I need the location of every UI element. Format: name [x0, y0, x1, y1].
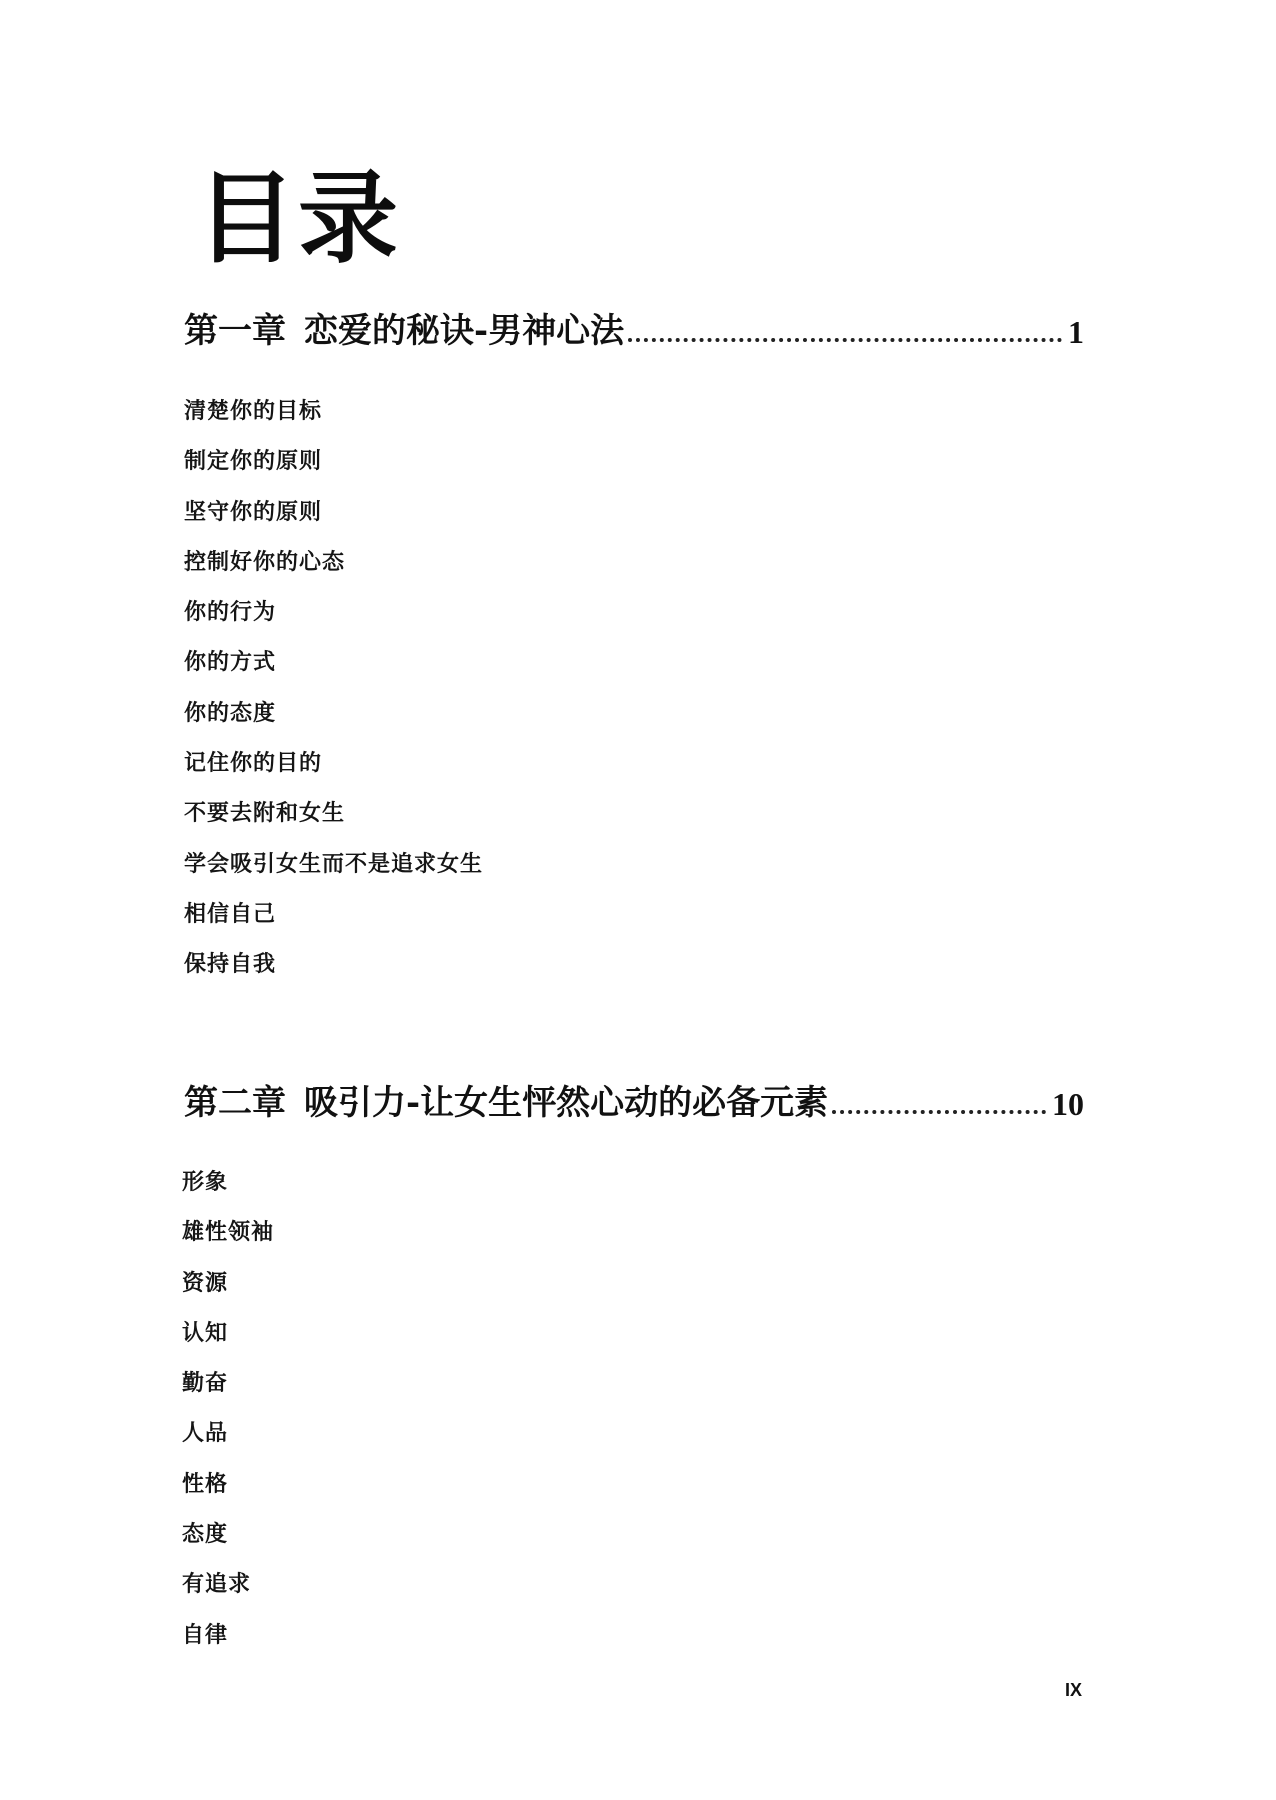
chapter-page-number: 1	[1068, 314, 1084, 350]
chapter-2-section-list	[182, 1171, 274, 1674]
toc-chapter-1[interactable]	[184, 298, 1084, 351]
toc-section-item[interactable]: 你的行为	[184, 599, 277, 626]
toc-chapter-2[interactable]	[184, 1070, 1084, 1123]
dot-leader	[832, 1110, 1046, 1114]
toc-section-item[interactable]: 勤奋	[182, 1370, 229, 1397]
toc-section-item[interactable]: 不要去附和女生	[184, 800, 346, 827]
toc-section-item[interactable]: 雄性领袖	[182, 1219, 275, 1246]
toc-section-item[interactable]: 形象	[182, 1169, 229, 1195]
toc-section-item[interactable]: 保持自我	[184, 951, 277, 978]
toc-section-item[interactable]: 态度	[182, 1521, 229, 1548]
toc-section-item[interactable]: 控制好你的心态	[184, 548, 346, 575]
toc-section-item[interactable]: 认知	[182, 1319, 229, 1346]
chapter-title: 吸引力-让女生怦然心动的必备元素	[304, 1083, 829, 1123]
toc-section-item[interactable]: 清楚你的目标	[184, 398, 323, 424]
toc-section-item[interactable]: 你的态度	[184, 699, 277, 726]
toc-section-item[interactable]: 学会吸引女生而不是追求女生	[184, 850, 484, 877]
page-number: IX	[1064, 1680, 1082, 1700]
chapter-1-section-list	[184, 400, 483, 1004]
chapter-number: 第二章	[184, 1083, 286, 1123]
chapter-page-number: 10	[1052, 1086, 1084, 1122]
toc-section-item[interactable]: 你的方式	[184, 649, 277, 676]
chapter-title: 恋爱的秘诀-男神心法	[304, 311, 625, 351]
toc-section-item[interactable]: 有追求	[182, 1571, 252, 1598]
chapter-number: 第一章	[184, 311, 286, 351]
toc-section-item[interactable]: 记住你的目的	[184, 750, 323, 777]
toc-section-item[interactable]: 性格	[182, 1470, 229, 1497]
toc-section-item[interactable]: 制定你的原则	[184, 448, 323, 475]
toc-section-item[interactable]: 资源	[182, 1269, 229, 1296]
toc-section-item[interactable]: 坚守你的原则	[184, 498, 323, 525]
toc-section-item[interactable]: 人品	[182, 1420, 229, 1447]
toc-section-item[interactable]: 自律	[182, 1621, 229, 1648]
page-title: 目录	[196, 159, 400, 277]
toc-section-item[interactable]: 相信自己	[184, 900, 277, 927]
dot-leader	[628, 338, 1062, 342]
